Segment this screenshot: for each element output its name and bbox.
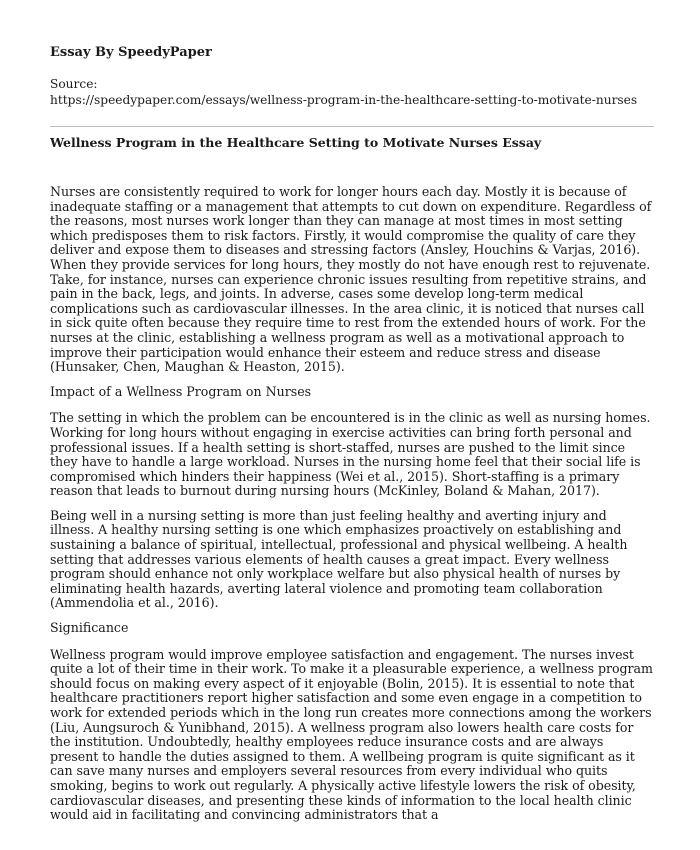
paragraph-setting: The setting in which the problem can be encountered is in the clinic as well as nursing homes. Working for long hours without engaging in exercise activities can bring forth personal and professional issues. If a health setting is short-staffed, nurses are pushed to the limit since they have to handle a large workload. Nurses in the nursing home feel that their social life is compromised which hinders their happiness (Wei et al., 2015). Short-staffing is a primary reason that leads to burnout during nursing hours (McKinley, Boland & Mahan, 2017).: [50, 410, 651, 499]
brand-heading: Essay By SpeedyPaper: [50, 45, 212, 60]
section-heading-impact: Impact of a Wellness Program on Nurses: [50, 383, 312, 399]
source-url: https://speedypaper.com/essays/wellness-program-in-the-healthcare-setting-to-motivate-nurses: [50, 93, 638, 107]
document-header: [50, 0, 654, 108]
section-heading-significance: Significance: [50, 620, 129, 636]
essay-title: Wellness Program in the Healthcare Setting to Motivate Nurses Essay: [50, 135, 542, 150]
essay-body: [50, 185, 654, 823]
header-divider: [50, 126, 654, 127]
paragraph-wellbeing: Being well in a nursing setting is more than just feeling healthy and averting injury and illness. A healthy nursing setting is one which emphasizes proactively on establishing and sustaining a balance of spiritual, intellectual, professional and physical wellbeing. A health setting that addresses various elements of health causes a great impact. Every wellness program should enhance not only workplace welfare but also physical health of nurses by eliminating health hazards, averting lateral violence and promoting team collaboration (Ammendolia et al., 2016).: [50, 507, 628, 611]
source-label: Source:: [50, 77, 98, 91]
paragraph-intro: Nurses are consistently required to work for longer hours each day. Mostly it is because of inadequate staffing or a management that attempts to cut down on expenditure. Regardless of the reasons, most nurses work longer than they can manage at most times in most setting which predisposes them to risk factors. Firstly, it would compromise the quality of care they deliver and expose them to diseases and stressing factors (Ansley, Houchins & Varjas, 2016). When they provide services for long hours, they mostly do not have enough rest to rejuvenate. Take, for instance, nurses can experience chronic issues resulting from repetitive strains, and pain in the back, legs, and joints. In adverse, cases some develop long-term medical complications such as cardiovascular illnesses. In the area clinic, it is noticed that nurses call in sick quite often because they require time to rest from the extended hours of work. For the nurses at the clinic, establishing a wellness program as well as a motivational approach to improve their participation would enhance their esteem and reduce stress and disease (Hunsaker, Chen, Maughan & Heaston, 2015).: [50, 184, 652, 375]
paragraph-significance: Wellness program would improve employee satisfaction and engagement. The nurses invest quite a lot of their time in their work. To make it a pleasurable experience, a wellness program should focus on making every aspect of it enjoyable (Bolin, 2015). It is essential to note that healthcare practitioners report higher satisfaction and some even engage in a competition to work for extended periods which in the long run creates more connections among the workers (Liu, Aungsuroch & Yunibhand, 2015). A wellness program also lowers health care costs for the institution. Undoubtedly, healthy employees reduce insurance costs and are always present to handle the duties assigned to them. A wellbeing program is quite significant as it can save many nurses and employers several resources from every individual who quits smoking, begins to work out regularly. A physically active lifestyle lowers the risk of obesity, cardiovascular diseases, and presenting these kinds of information to the local health clinic would aid in facilitating and convincing administrators that a: [50, 646, 653, 823]
